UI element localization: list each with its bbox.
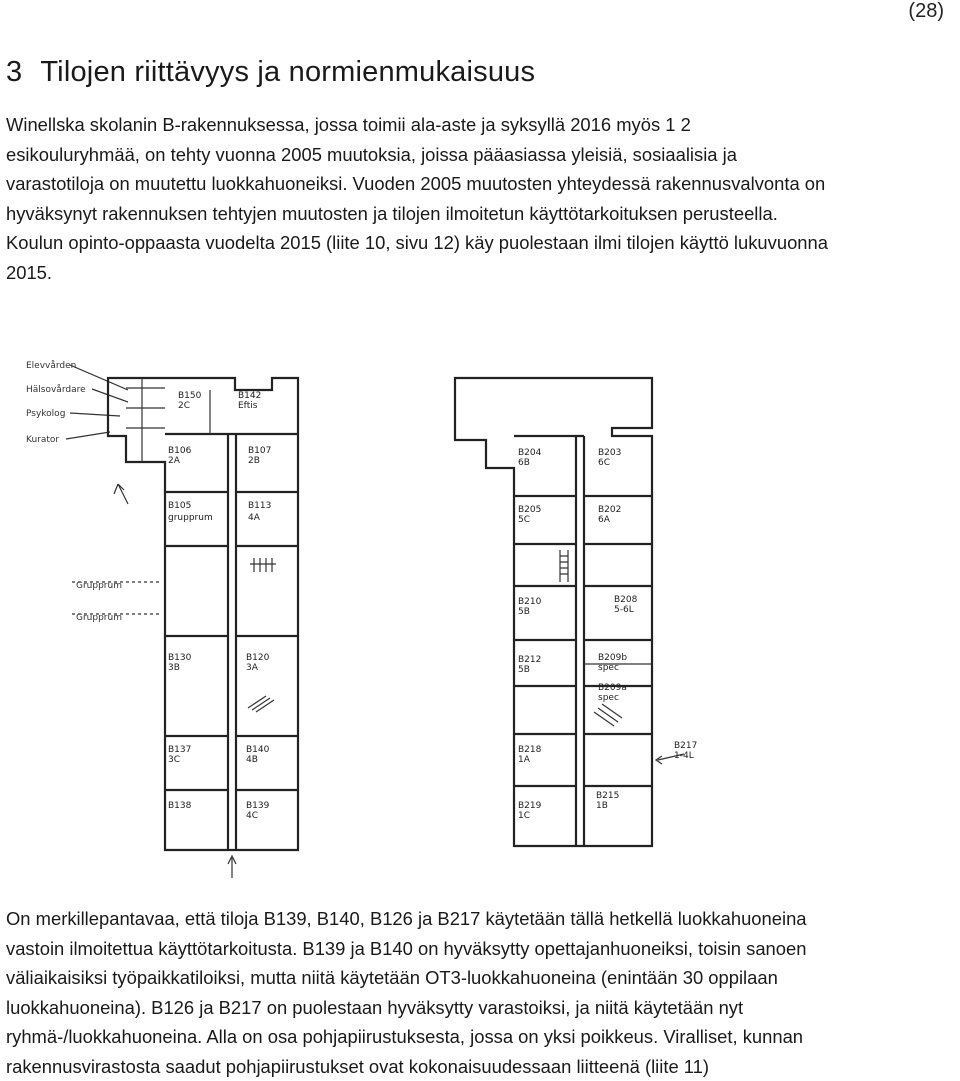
right-room-labels <box>518 448 697 821</box>
room-use: 6B <box>518 458 530 468</box>
room-code: B130 <box>168 653 192 663</box>
legend-item: Kurator <box>26 435 60 445</box>
page-number: (28) <box>908 0 944 22</box>
room-use: 4B <box>246 755 258 765</box>
room-code: B139 <box>246 801 270 811</box>
legend-item: Hälsovårdare <box>26 385 86 395</box>
room-code: B107 <box>248 446 272 456</box>
room-code: B218 <box>518 745 542 755</box>
room-use: 5-6L <box>614 605 634 615</box>
room-code: B142 <box>238 391 262 401</box>
room-use: 5B <box>518 607 530 617</box>
room-use: grupprum <box>168 513 213 523</box>
room-use: 2B <box>248 456 260 466</box>
outro-line: väliaikaisiksi työpaikkatiloiksi, mutta niitä käytetään OT3-luokkahuoneina (enintään 30 oppilaan <box>6 967 778 988</box>
intro-paragraph <box>6 110 956 287</box>
room-code: B140 <box>246 745 270 755</box>
room-use: 5B <box>518 665 530 675</box>
outro-line: luokkahuoneina). B126 ja B217 on puolestaan hyväksytty varastoiksi, ja niitä käytetään nyt <box>6 996 744 1018</box>
room-code: B203 <box>598 448 622 458</box>
room-code: B106 <box>168 446 192 456</box>
room-use: 4A <box>248 513 260 523</box>
room-code: B120 <box>246 653 270 663</box>
room-use: 1-4L <box>674 751 694 761</box>
room-code: B212 <box>518 655 542 665</box>
room-code: B219 <box>518 801 542 811</box>
floor-plan-legend <box>26 360 128 445</box>
legend-item: Psykolog <box>26 409 66 419</box>
intro-line: varastotiloja on muutettu luokkahuoneiksi. Vuoden 2005 muutosten yhteydessä rakennusvalvonta on <box>6 173 826 194</box>
section-number: 3 <box>6 56 23 88</box>
intro-line: Koulun opinto-oppaasta vuodelta 2015 (liite 10, sivu 12) käy puolestaan ilmi tilojen käyttö lukuvuonna <box>6 232 828 253</box>
room-code: B150 <box>178 391 202 401</box>
room-code: B205 <box>518 505 542 515</box>
intro-line: hyväksynyt rakennuksen tehtyjen muutosten ja tilojen ilmoitetun käyttötarkoituksen perusteella. <box>6 202 778 224</box>
intro-line: Winellska skolanin B-rakennuksessa, jossa toimii ala-aste ja syksyllä 2016 myös 1 2 <box>6 114 691 135</box>
side-label: Grupprum <box>76 581 122 591</box>
room-use: Eftis <box>238 401 258 411</box>
room-code: B209b <box>598 653 628 663</box>
section-heading <box>6 56 535 89</box>
room-code: B210 <box>518 597 542 607</box>
room-use: 6A <box>598 515 610 525</box>
room-use: 1A <box>518 755 530 765</box>
room-code: B105 <box>168 501 192 511</box>
outro-paragraph <box>6 904 956 1081</box>
room-code: B208 <box>614 595 638 605</box>
intro-line: 2015. <box>6 261 53 283</box>
intro-line: esikouluryhmää, on tehty vuonna 2005 muutoksia, joissa pääasiassa yleisiä, sosiaalisia ja <box>6 143 737 165</box>
floor-plan <box>0 350 960 910</box>
room-code: B204 <box>518 448 542 458</box>
room-use: 3A <box>246 663 258 673</box>
section-title: Tilojen riittävyys ja normienmukaisuus <box>40 56 536 88</box>
building-right <box>455 378 684 846</box>
room-use: 6C <box>598 458 611 468</box>
room-use: spec <box>598 693 619 703</box>
room-use: 2C <box>178 401 191 411</box>
room-use: 3C <box>168 755 181 765</box>
outro-line: rakennusvirastosta saadut pohjapiirustukset ovat kokonaisuudessaan liitteenä (liite 11) <box>6 1055 710 1077</box>
room-code: B209a <box>598 683 627 693</box>
room-code: B137 <box>168 745 192 755</box>
room-use: spec <box>598 663 619 673</box>
outro-line: On merkillepantavaa, että tiloja B139, B140, B126 ja B217 käytetään tällä hetkellä luokkahuoneina <box>6 908 807 929</box>
outro-line: ryhmä-/luokkahuoneina. Alla on osa pohjapiirustuksesta, jossa on yksi poikkeus. Viralliset, kunnan <box>6 1026 804 1047</box>
room-use: 1B <box>596 801 608 811</box>
room-code: B215 <box>596 791 620 801</box>
legend-item: Elevvården <box>26 361 77 371</box>
room-code: B202 <box>598 505 622 515</box>
room-use: 4C <box>246 811 259 821</box>
room-code: B138 <box>168 801 192 811</box>
outro-line: vastoin ilmoitettua käyttötarkoitusta. B139 ja B140 on hyväksytty opettajanhuoneiksi, toisin sanoen <box>6 937 807 959</box>
left-room-labels <box>168 391 271 821</box>
room-use: 3B <box>168 663 180 673</box>
side-label: Grupprum <box>76 613 122 623</box>
room-use: 5C <box>518 515 531 525</box>
room-use: 2A <box>168 456 180 466</box>
room-use: 1C <box>518 811 531 821</box>
room-code: B113 <box>248 501 272 511</box>
room-code: B217 <box>674 741 698 751</box>
